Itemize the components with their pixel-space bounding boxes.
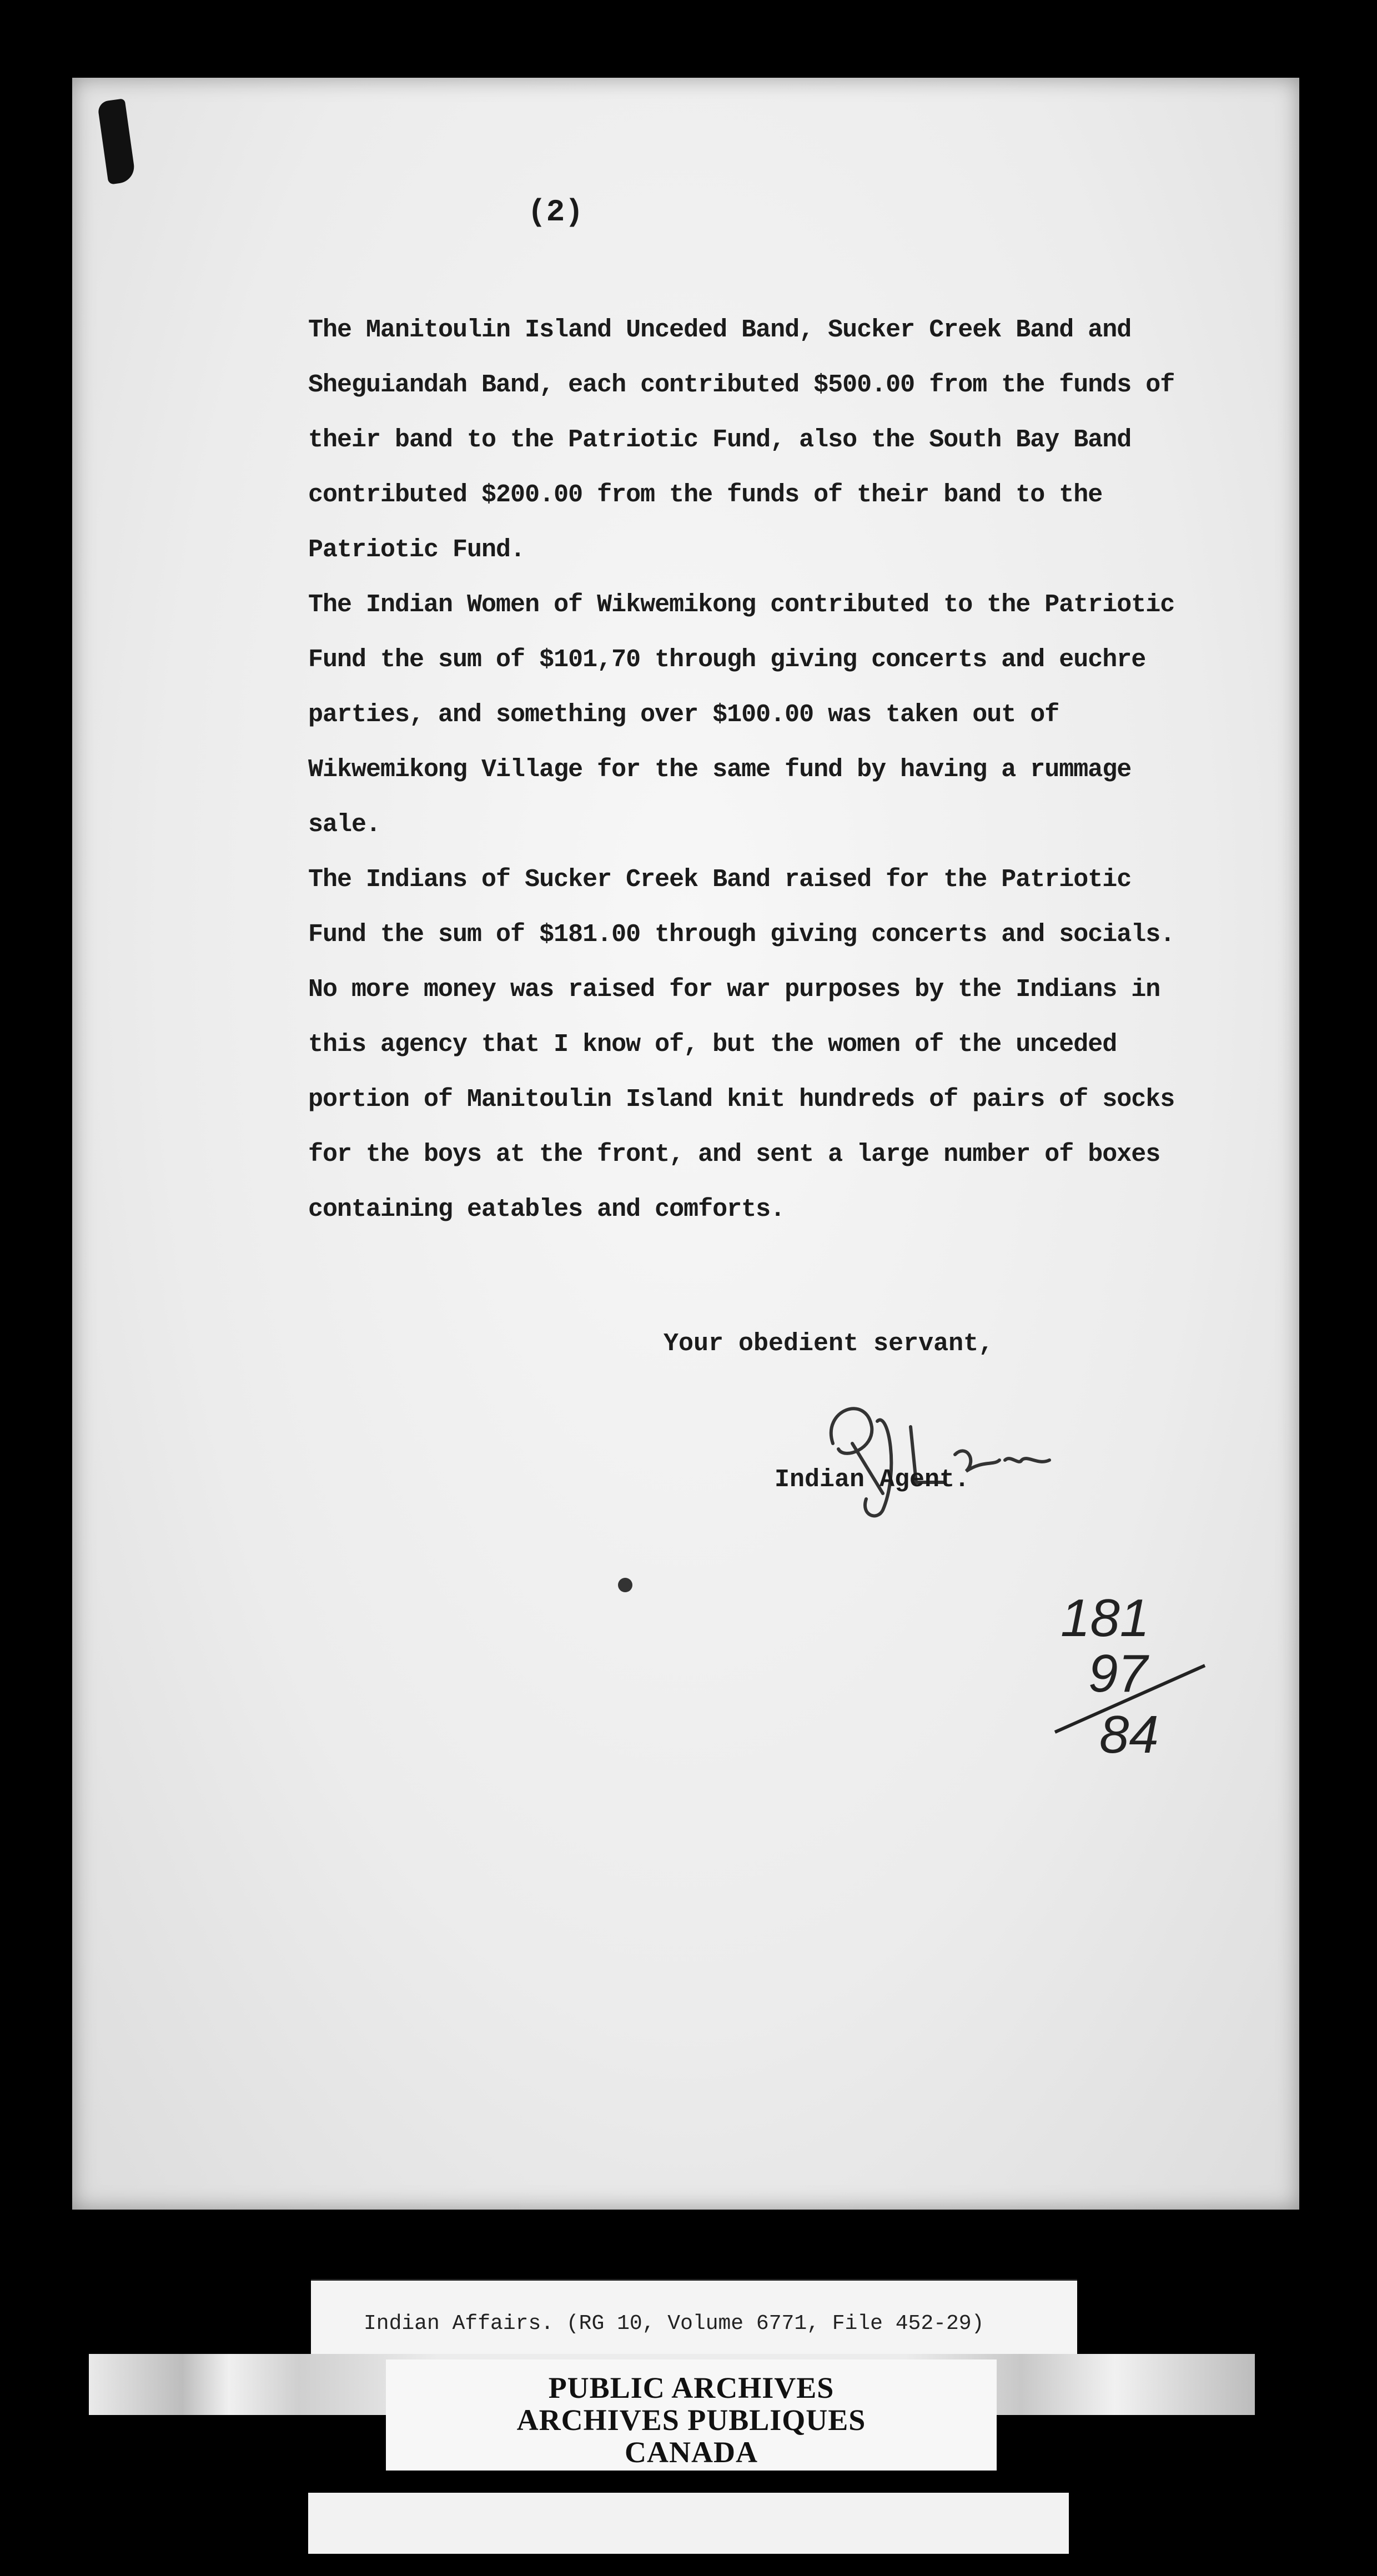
paragraph-1: The Manitoulin Island Unceded Band, Sucker Creek Band and Sheguiandah Band, each contributed $500.00 from the funds of their band to the Patriotic Fund, also the South Bay Band contributed $200.00 from the funds of their band to the Patriotic Fund. [308, 316, 1175, 564]
letter-body [225, 303, 1180, 1237]
file-number-line-1: 181 [1061, 1588, 1150, 1648]
page-number: (2) [527, 194, 584, 230]
archive-line-3: CANADA [625, 2436, 758, 2469]
paragraph-4: No more money was raised for war purposes by the Indians in this agency that I know of, but the women of the unceded portion of Manitoulin Island knit hundreds of pairs of socks for the boys at the front, and sent a large number of boxes containing eatables and comforts. [308, 975, 1175, 1224]
archive-line-2: ARCHIVES PUBLIQUES [516, 2403, 866, 2437]
handwritten-signature [800, 1377, 1055, 1527]
file-number-annotation [1044, 1588, 1222, 1765]
label-backing [308, 2493, 1069, 2554]
archive-reference-label [311, 2279, 1077, 2364]
paragraph-2: The Indian Women of Wikwemikong contributed to the Patriotic Fund the sum of $101,70 through giving concerts and euchre parties, and something over $100.00 was taken out of Wikwemikong Village for the same fund by having a rummage sale. [308, 591, 1175, 839]
closing-line: Your obedient servant, [664, 1330, 994, 1358]
archive-line-1: PUBLIC ARCHIVES [548, 2371, 835, 2404]
paragraph-3: The Indians of Sucker Creek Band raised for the Patriotic Fund the sum of $181.00 through giving concerts and socials. [308, 866, 1175, 949]
ink-spot [618, 1578, 632, 1592]
signer-title: Indian Agent. [775, 1466, 970, 1494]
file-number-line-2: 97 [1088, 1644, 1148, 1703]
file-number-line-3: 84 [1099, 1705, 1159, 1764]
archive-reference: Indian Affairs. (RG 10, Volume 6771, File 452-29) [364, 2312, 984, 2336]
archive-stamp [386, 2359, 997, 2471]
